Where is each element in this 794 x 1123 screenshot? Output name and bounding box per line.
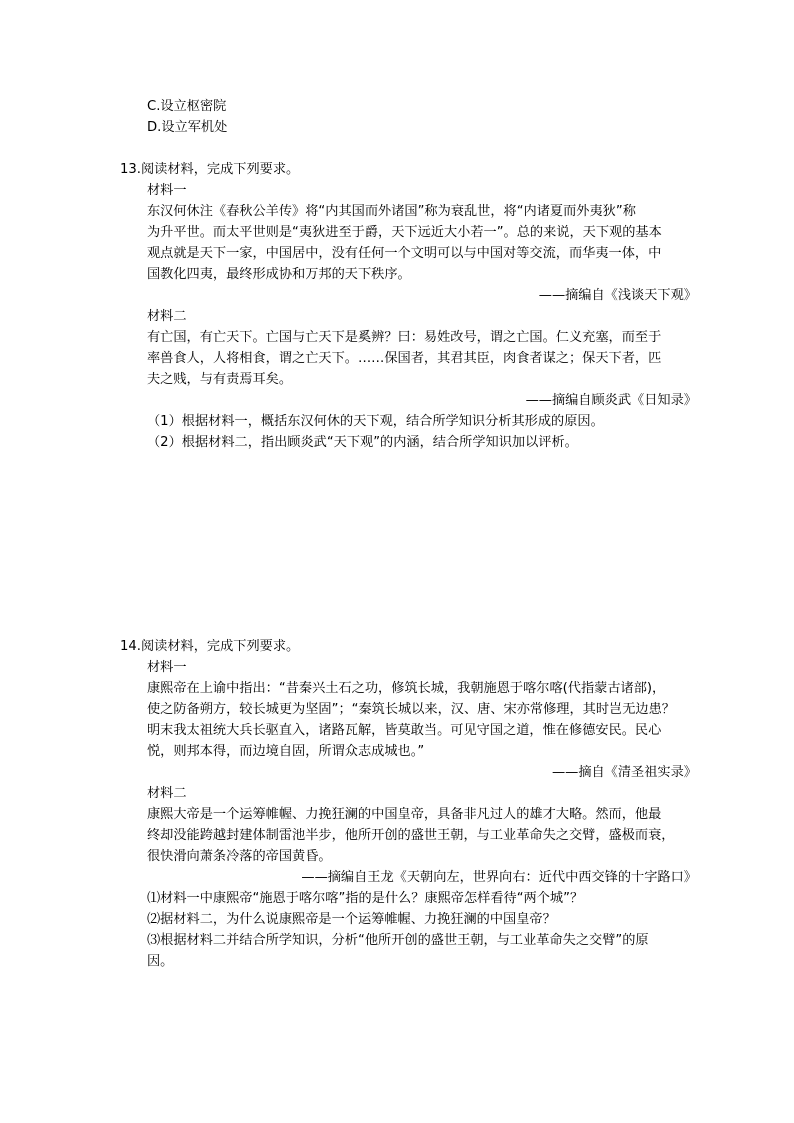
q14-material2-line: 终却没能跨越封建体制雷池半步，他所开创的盛世王朝，与工业革命失之交臂，盛极而衰，: [147, 828, 675, 843]
q13-material2-line: 有亡国，有亡天下。亡国与亡天下是奚辨？曰：易姓改号，谓之亡国。仁义充塞，而至于: [147, 330, 662, 345]
q12-option-c: C.设立枢密院: [147, 99, 227, 114]
q14-material2-line: 康熙大帝是一个运筹帷幄、力挽狂澜的中国皇帝，具备非凡过人的雄才大略。然而，他最: [147, 807, 662, 822]
q14-question-1: ⑴材料一中康熙帝“施恩于喀尔喀”指的是什么？康熙帝怎样看待“两个城”？: [147, 891, 584, 906]
q14-material1-line: 悦，则邦本得，而边境自固，所谓众志成城也。”: [147, 744, 425, 759]
q14-material1-line: 使之防备朔方，较长城更为坚固”；“秦筑长城以来，汉、唐、宋亦常修理，其时岂无边患？: [147, 702, 675, 717]
q14-stem: 14.阅读材料，完成下列要求。: [120, 639, 300, 654]
q13-question-2: （2）根据材料二，指出顾炎武“天下观”的内涵，结合所学知识加以评析。: [147, 435, 578, 450]
q13-material1-line: 为升平世。而太平世则是“夷狄进至于爵，天下远近大小若一”。总的来说，天下观的基本: [147, 225, 662, 240]
q13-material1-line: 国教化四夷，最终形成协和万邦的天下秩序。: [147, 267, 411, 282]
q14-material2-label: 材料二: [147, 786, 187, 801]
q13-question-1: （1）根据材料一，概括东汉何休的天下观，结合所学知识分析其形成的原因。: [147, 414, 604, 429]
q14-material1-label: 材料一: [147, 660, 187, 675]
q14-material1-line: 康熙帝在上谕中指出：“昔秦兴土石之功，修筑长城，我朝施恩于喀尔喀(代指蒙古诸部)，: [147, 681, 666, 696]
q13-material2-line: 率兽食人，人将相食，谓之亡天下。……保国者，其君其臣，肉食者谋之；保天下者，匹: [147, 351, 662, 366]
q13-stem: 13.阅读材料，完成下列要求。: [120, 162, 300, 177]
q12-option-d: D.设立军机处: [147, 120, 228, 135]
q13-material1-label: 材料一: [147, 183, 187, 198]
q13-material1-line: 观点就是天下一家，中国居中，没有任何一个文明可以与中国对等交流，而华夷一体，中: [147, 246, 662, 261]
q14-question-2: ⑵据材料二，为什么说康熙帝是一个运筹帷幄、力挽狂澜的中国皇帝？: [147, 912, 556, 927]
q13-material1-source: ——摘编自《浅谈天下观》: [538, 288, 697, 303]
q14-question-3-cont: 因。: [147, 954, 174, 969]
q13-material2-source: ——摘编自顾炎武《日知录》: [525, 393, 697, 408]
q14-material2-source: ——摘编自王龙《天朝向左，世界向右：近代中西交锋的十字路口》: [301, 870, 697, 885]
q14-question-3: ⑶根据材料二并结合所学知识，分析“他所开创的盛世王朝，与工业革命失之交臂”的原: [147, 933, 649, 948]
q14-material1-source: ——摘自《清圣祖实录》: [551, 765, 697, 780]
q13-material2-line: 夫之贱，与有责焉耳矣。: [147, 372, 293, 387]
q13-material1-line: 东汉何休注《春秋公羊传》将“内其国而外诸国”称为衰乱世，将“内诸夏而外夷狄”称: [147, 204, 636, 219]
q13-material2-label: 材料二: [147, 309, 187, 324]
q14-material1-line: 明末我太祖统大兵长驱直入，诸路瓦解，皆莫敢当。可见守国之道，惟在修德安民。民心: [147, 723, 662, 738]
q14-material2-line: 很快滑向萧条冷落的帝国黄昏。: [147, 849, 332, 864]
